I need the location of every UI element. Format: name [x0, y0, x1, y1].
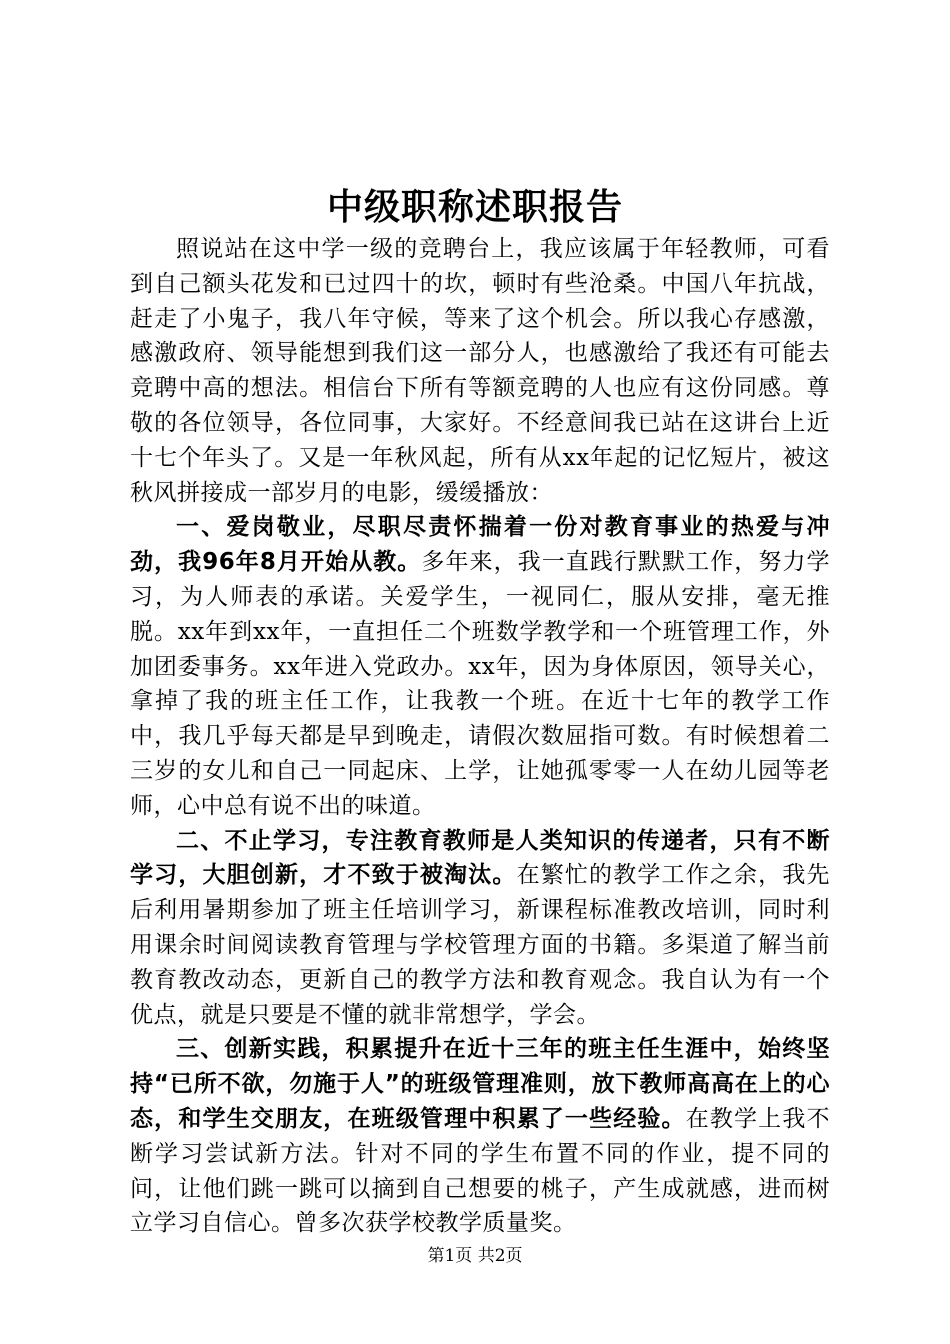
paragraph-intro	[130, 232, 830, 510]
paragraph-text: 照说站在这中学一级的竞聘台上，我应该属于年轻教师，可看到自己额头花发和已过四十的坎，顿时有些沧桑。中国八年抗战，赶走了小鬼子，我八年守候，等来了这个机会。所以我心存感激，感激政府、领导能想到我们这一部分人，也感激给了我还有可能去竞聘中高的想法。相信台下所有等额竞聘的人也应有这份同感。尊敬的各位领导，各位同事，大家好。不经意间我已站在这讲台上近十七个年头了。又是一年秋风起，所有从xx年起的记忆短片，被这秋风拼接成一部岁月的电影，缓缓播放：	[130, 236, 830, 506]
document-title: 中级职称述职报告	[326, 186, 623, 228]
paragraph-text: 多年来，我一直践行默默工作，努力学习，为人师表的承诺。关爱学生，一视同仁，服从安排，毫无推脱。xx年到xx年，一直担任二个班数学教学和一个班管理工作，外加团委事务。xx年进入党政办。xx年，因为身体原因，领导关心，拿掉了我的班主任工作，让我教一个班。在近十七年的教学工作中，我几乎每天都是早到晚走，请假次数屈指可数。有时候想着二三岁的女儿和自己一同起床、上学，让她孤零零一人在幼儿园等老师，心中总有说不出的味道。	[130, 549, 831, 819]
section-heading: 三、创新实践，积累提升在近十三年的班主任生涯中，始终坚持“已所不欲，勿施于人”的班级管理准则，放下教师高高在上的心态，和学生交朋友，在班级管理中积累了一些经验。	[130, 1036, 830, 1132]
paragraph-text: 在教学上我不断学习尝试新方法。针对不同的学生布置不同的作业，提不同的问，让他们跳一跳可以摘到自己想要的桃子，产生成就感，进而树立学习自信心。曾多次获学校教学质量奖。	[130, 1105, 831, 1237]
page-footer	[0, 1244, 950, 1268]
paragraph-section-3	[130, 1032, 830, 1241]
paragraph-section-1	[130, 510, 830, 823]
page-number: 第1页 共2页	[427, 1246, 523, 1266]
paragraph-text: 在繁忙的教学工作之余，我先后利用暑期参加了班主任培训学习，新课程标准教改培训，同时利用课余时间阅读教育管理与学校管理方面的书籍。多渠道了解当前教育教改动态，更新自己的教学方法和教育观念。我自认为有一个优点，就是只要是不懂的就非常想学，学会。	[130, 862, 831, 1028]
section-heading: 一、爱岗敬业，尽职尽责怀揣着一份对教育事业的热爱与冲劲，我96年8月开始从教。	[130, 514, 830, 576]
document-body	[130, 232, 830, 1241]
section-heading: 二、不止学习，专注教育教师是人类知识的传递者，只有不断学习，大胆创新，才不致于被淘汰。	[130, 827, 830, 889]
paragraph-section-2	[130, 824, 830, 1033]
